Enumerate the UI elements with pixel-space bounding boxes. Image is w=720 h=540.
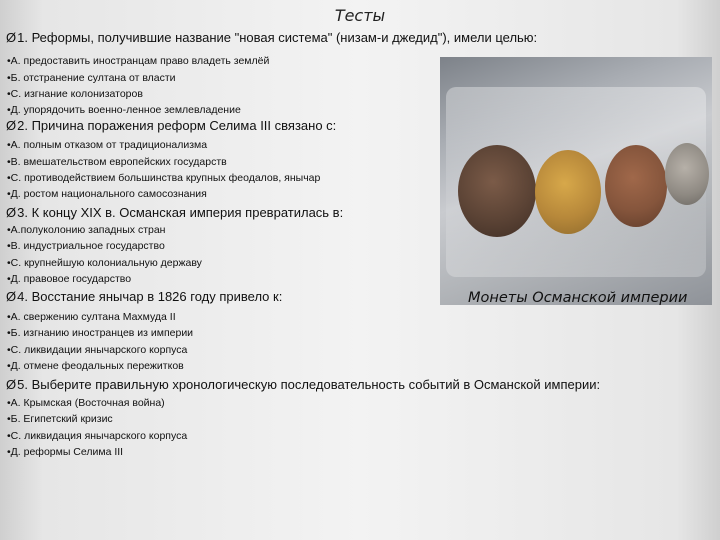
q4-option-d: •Д. отмене феодальных пережитков	[7, 360, 184, 372]
question-2-text: 2. Причина поражения реформ Селима III связано с:	[17, 118, 337, 133]
arrow-bullet-icon: Ø	[6, 30, 17, 45]
arrow-bullet-icon: Ø	[6, 289, 17, 304]
question-1	[6, 30, 537, 45]
arrow-bullet-icon: Ø	[6, 377, 17, 392]
question-5	[6, 377, 600, 392]
coins-photo	[440, 57, 712, 305]
question-5-text: 5. Выберите правильную хронологическую последовательность событий в Османской империи:	[17, 377, 601, 392]
arrow-bullet-icon: Ø	[6, 205, 17, 220]
question-4	[6, 289, 282, 304]
q5-option-c: •С. ликвидация янычарского корпуса	[7, 430, 188, 442]
arrow-bullet-icon: Ø	[6, 118, 17, 133]
q2-option-d: •Д. ростом национального самосознания	[7, 188, 207, 200]
q2-option-c: •С. противодействием большинства крупных феодалов, янычар	[7, 172, 321, 184]
q1-option-b: •Б. отстранение султана от власти	[7, 72, 176, 84]
q1-option-d: •Д. упорядочить военно-ленное землевладение	[7, 104, 241, 116]
coin-3	[605, 145, 667, 227]
q3-option-d: •Д. правовое государство	[7, 273, 132, 285]
question-4-text: 4. Восстание янычар в 1826 году привело к:	[17, 289, 283, 304]
q1-option-c: •С. изгнание колонизаторов	[7, 88, 143, 100]
q4-option-a: •А. свержению султана Махмуда II	[7, 311, 176, 323]
question-2	[6, 118, 336, 133]
q3-option-a: •А.полуколонию западных стран	[7, 224, 166, 236]
question-3-text: 3. К концу XIX в. Османская империя превратилась в:	[17, 205, 344, 220]
coin-1	[458, 145, 536, 237]
q5-option-a: •А. Крымская (Восточная война)	[7, 397, 165, 409]
coin-4	[665, 143, 709, 205]
coin-2	[535, 150, 601, 234]
q1-option-a: •А. предоставить иностранцам право владеть землёй	[7, 55, 270, 67]
q5-option-b: •Б. Египетский кризис	[7, 413, 113, 425]
q3-option-c: •С. крупнейшую колониальную державу	[7, 257, 202, 269]
q2-option-a: •А. полным отказом от традиционализма	[7, 139, 208, 151]
question-1-text: 1. Реформы, получившие название "новая система" (низам-и джедид"), имели целью:	[17, 30, 538, 45]
q4-option-b: •Б. изгнанию иностранцев из империи	[7, 327, 194, 339]
q2-option-b: •В. вмешательством европейских государств	[7, 156, 227, 168]
q5-option-d: •Д. реформы Селима III	[7, 446, 124, 458]
q4-option-c: •С. ликвидации янычарского корпуса	[7, 344, 188, 356]
photo-caption: Монеты Османской империи	[468, 290, 688, 306]
question-3	[6, 205, 343, 220]
slide-title: Тесты	[334, 6, 386, 25]
q3-option-b: •В. индустриальное государство	[7, 240, 165, 252]
